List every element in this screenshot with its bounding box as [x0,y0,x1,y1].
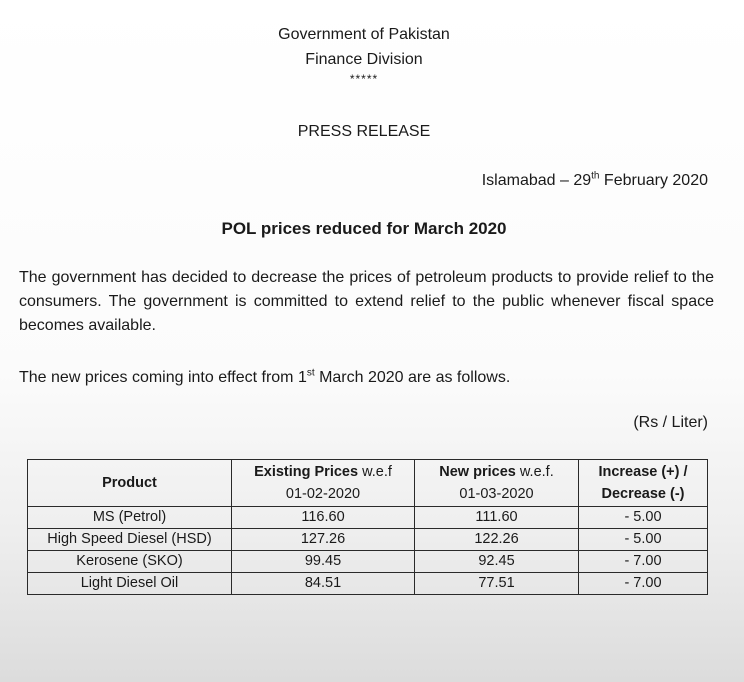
header-product-label: Product [102,475,157,491]
cell-new: 77.51 [415,573,579,595]
cell-existing: 116.60 [232,507,415,529]
header-existing [232,460,415,507]
table-header-row [28,460,708,507]
header-existing-bold: Existing Prices [254,464,359,480]
dateline-rest: February 2020 [599,172,708,189]
cell-product: Kerosene (SKO) [28,551,232,573]
headline: POL prices reduced for March 2020 [221,219,507,238]
cell-product: Light Diesel Oil [28,573,232,595]
header-new-rest: w.e.f. [515,464,554,480]
paragraph-intro: The government has decided to decrease the prices of petroleum products to provide relief to the consumers. The government is committed to extend relief to the public whenever fiscal space becomes available. [19,269,714,334]
header-change-line2: Decrease (-) [601,486,685,502]
press-release-label: PRESS RELEASE [297,123,431,140]
header-change-line1: Increase (+) / [598,464,688,480]
cell-new: 92.45 [415,551,579,573]
cell-change: - 5.00 [579,529,708,551]
header-new-bold: New prices [439,464,516,480]
table-row [28,529,708,551]
cell-product: MS (Petrol) [28,507,232,529]
paragraph2-sup: st [306,367,315,379]
cell-change: - 5.00 [579,507,708,529]
cell-new: 111.60 [415,507,579,529]
cell-existing: 84.51 [232,573,415,595]
cell-existing: 99.45 [232,551,415,573]
header-new-date: 01-03-2020 [459,486,534,502]
header-government: Government of Pakistan [278,26,450,43]
cell-change: - 7.00 [579,551,708,573]
cell-existing: 127.26 [232,529,415,551]
header-existing-rest: w.e.f [358,464,392,480]
paragraph2-post: March 2020 are as follows. [314,369,511,386]
price-table [27,459,708,595]
cell-new: 122.26 [415,529,579,551]
paragraph2-pre: The new prices coming into effect from 1 [19,369,307,386]
cell-change: - 7.00 [579,573,708,595]
dateline-sup: th [591,170,600,182]
paragraph-prices-intro [19,366,714,390]
header-existing-date: 01-02-2020 [285,486,361,502]
header-product [28,460,232,507]
unit-note: (Rs / Liter) [633,414,708,431]
cell-product: High Speed Diesel (HSD) [28,529,232,551]
table-row [28,551,708,573]
table-row [28,507,708,529]
header-stars: ***** [349,72,379,86]
header-division: Finance Division [305,51,423,68]
dateline-city: Islamabad – 29 [481,172,592,189]
table-row [28,573,708,595]
header-new [415,460,579,507]
dateline [482,172,708,190]
header-change [579,460,708,507]
